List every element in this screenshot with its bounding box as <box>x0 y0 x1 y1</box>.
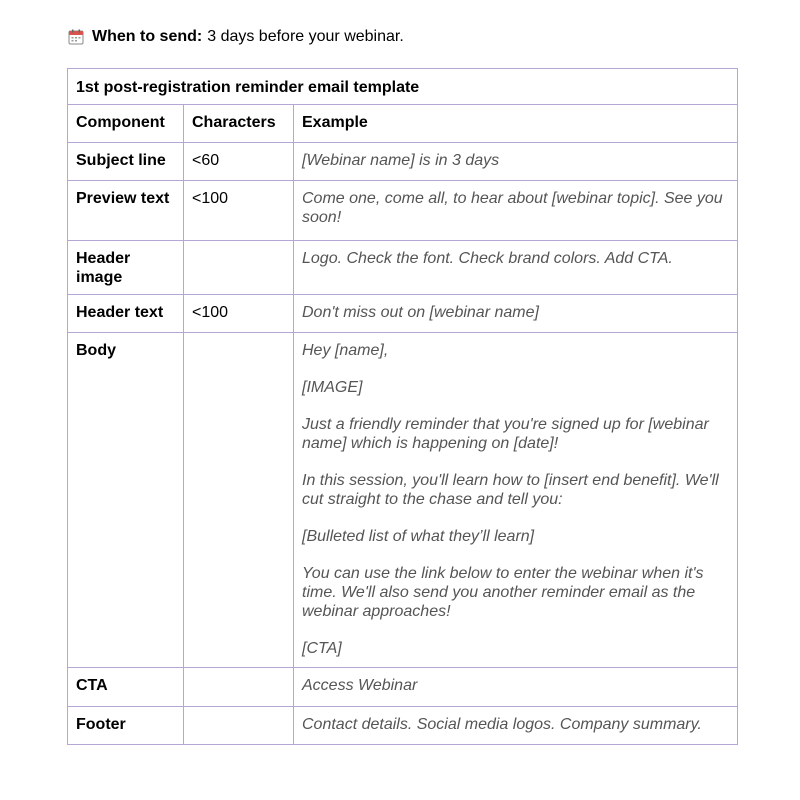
example-text: [Webinar name] is in 3 days <box>302 152 500 169</box>
example-text: In this session, you'll learn how to [insert end benefit]. We'll cut straight to the chase and tell you: <box>302 472 719 508</box>
example-text: Hey [name], <box>302 342 389 359</box>
characters-cell <box>184 241 294 295</box>
table-title: 1st post-registration reminder email template <box>68 69 738 105</box>
example-text: Come one, come all, to hear about [webinar topic]. See you soon! <box>302 190 723 226</box>
component-cell: Header text <box>68 295 184 333</box>
when-to-send-value: 3 days before your webinar. <box>207 28 404 45</box>
table-header-row <box>68 105 738 143</box>
header-component: Component <box>68 105 184 143</box>
table-row <box>68 181 738 241</box>
example-text: Access Webinar <box>302 677 418 694</box>
component-cell: Subject line <box>68 143 184 181</box>
when-to-send-line <box>68 27 404 47</box>
component-cell: Body <box>68 333 184 668</box>
table-row <box>68 707 738 745</box>
example-cell <box>294 241 738 295</box>
example-text: Just a friendly reminder that you're signed up for [webinar name] which is happening on [date]! <box>302 416 709 452</box>
table-row <box>68 668 738 707</box>
example-cell <box>294 181 738 241</box>
table-row <box>68 295 738 333</box>
characters-cell: <100 <box>184 295 294 333</box>
table-row <box>68 143 738 181</box>
table-row <box>68 333 738 668</box>
when-to-send-label: When to send: <box>92 28 203 45</box>
component-cell: Footer <box>68 707 184 745</box>
calendar-icon <box>68 29 84 45</box>
example-text: [IMAGE] <box>302 379 363 396</box>
table-title-row <box>68 69 738 105</box>
example-cell <box>294 333 738 668</box>
example-text: Don't miss out on [webinar name] <box>302 304 539 321</box>
characters-cell <box>184 333 294 668</box>
email-template-table <box>67 68 738 745</box>
component-cell: Header image <box>68 241 184 295</box>
example-text: You can use the link below to enter the webinar when it's time. We'll also send you another reminder email as the webinar approaches! <box>302 565 704 620</box>
header-characters: Characters <box>184 105 294 143</box>
characters-cell <box>184 668 294 707</box>
example-text: [Bulleted list of what they’ll learn] <box>302 528 535 545</box>
example-text: [CTA] <box>302 640 342 657</box>
component-cell: Preview text <box>68 181 184 241</box>
example-text: Contact details. Social media logos. Company summary. <box>302 716 702 733</box>
example-cell <box>294 143 738 181</box>
characters-cell: <100 <box>184 181 294 241</box>
header-example: Example <box>294 105 738 143</box>
table-row <box>68 241 738 295</box>
example-cell <box>294 707 738 745</box>
example-cell <box>294 668 738 707</box>
characters-cell: <60 <box>184 143 294 181</box>
characters-cell <box>184 707 294 745</box>
component-cell: CTA <box>68 668 184 707</box>
example-text: Logo. Check the font. Check brand colors. Add CTA. <box>302 250 673 267</box>
example-cell <box>294 295 738 333</box>
